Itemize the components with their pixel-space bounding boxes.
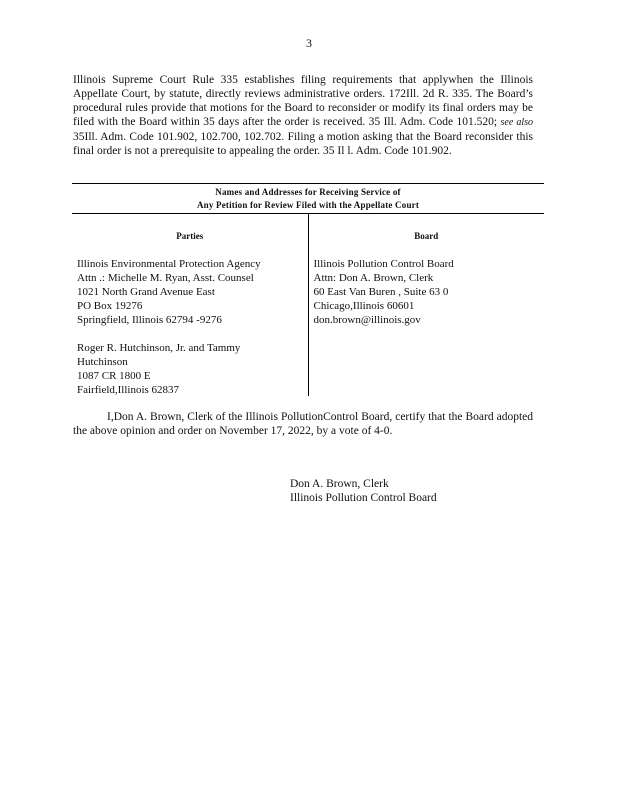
- address-line: Chicago,Illinois 60601: [313, 300, 415, 312]
- address-line: Attn .: Michelle M. Ryan, Asst. Counsel: [77, 272, 254, 284]
- address-line: Attn: Don A. Brown, Clerk: [313, 272, 434, 284]
- email-address: don.brown@illinois.gov: [313, 314, 421, 326]
- address-line: Illinois Environmental Protection Agency: [77, 258, 261, 270]
- see-also-signal: see also: [500, 117, 533, 128]
- table-title-line-1: Names and Addresses for Receiving Service of: [215, 187, 401, 197]
- address-line: Illinois Pollution Control Board: [313, 258, 454, 270]
- address-line: 60 East Van Buren , Suite 63 0: [313, 286, 449, 298]
- board-address-block: [314, 257, 545, 327]
- address-line: 1021 North Grand Avenue East: [77, 286, 215, 298]
- address-line: Hutchinson: [77, 356, 128, 368]
- address-line: Springfield, Illinois 62794 -9276: [77, 314, 222, 326]
- appeal-rules-text-b: 35Ill. Adm. Code 101.902, 102.700, 102.702. Filing a motion asking that the Board reconsider this final order is not a prerequisite to appealing the order. 35 Il l. Adm. Code 101.902.: [73, 131, 533, 157]
- parties-column: [72, 214, 309, 396]
- board-column: [309, 214, 545, 396]
- address-line: Fairfield,Illinois 62837: [77, 384, 180, 396]
- address-line: 1087 CR 1800 E: [77, 370, 151, 382]
- page-number: 3: [306, 36, 312, 50]
- signer-name: Don A. Brown, Clerk: [290, 478, 389, 490]
- appeal-rules-paragraph: [73, 73, 533, 158]
- table-title: [72, 184, 544, 213]
- board-header: Board: [414, 231, 439, 241]
- parties-header: Parties: [176, 231, 204, 241]
- signer-organization: Illinois Pollution Control Board: [290, 492, 437, 504]
- table-title-line-2: Any Petition for Review Filed with the Appellate Court: [196, 200, 420, 210]
- address-line: Roger R. Hutchinson, Jr. and Tammy: [77, 342, 241, 354]
- appeal-rules-text-a: Illinois Supreme Court Rule 335 establishes filing requirements that applywhen the Illinois Appellate Court, by statute, directly reviews administrative orders. 172Ill. 2d R. 335. The Board’s procedural rules provide that motions for the Board to reconsider or modify its final orders may be filed with the Board within 35 days after the order is received. 35 Ill. Adm. Code 101.520;: [73, 74, 533, 128]
- party-address-block: [77, 257, 308, 327]
- clerk-certification: I,Don A. Brown, Clerk of the Illinois PollutionControl Board, certify that the Board adopted the above opinion and order on November 17, 2022, by a vote of 4-0.: [73, 411, 533, 437]
- service-table: [72, 183, 544, 396]
- signature-block: [290, 477, 437, 505]
- party-address-block: [77, 341, 308, 397]
- table-columns: [72, 214, 544, 396]
- address-line: PO Box 19276: [77, 300, 143, 312]
